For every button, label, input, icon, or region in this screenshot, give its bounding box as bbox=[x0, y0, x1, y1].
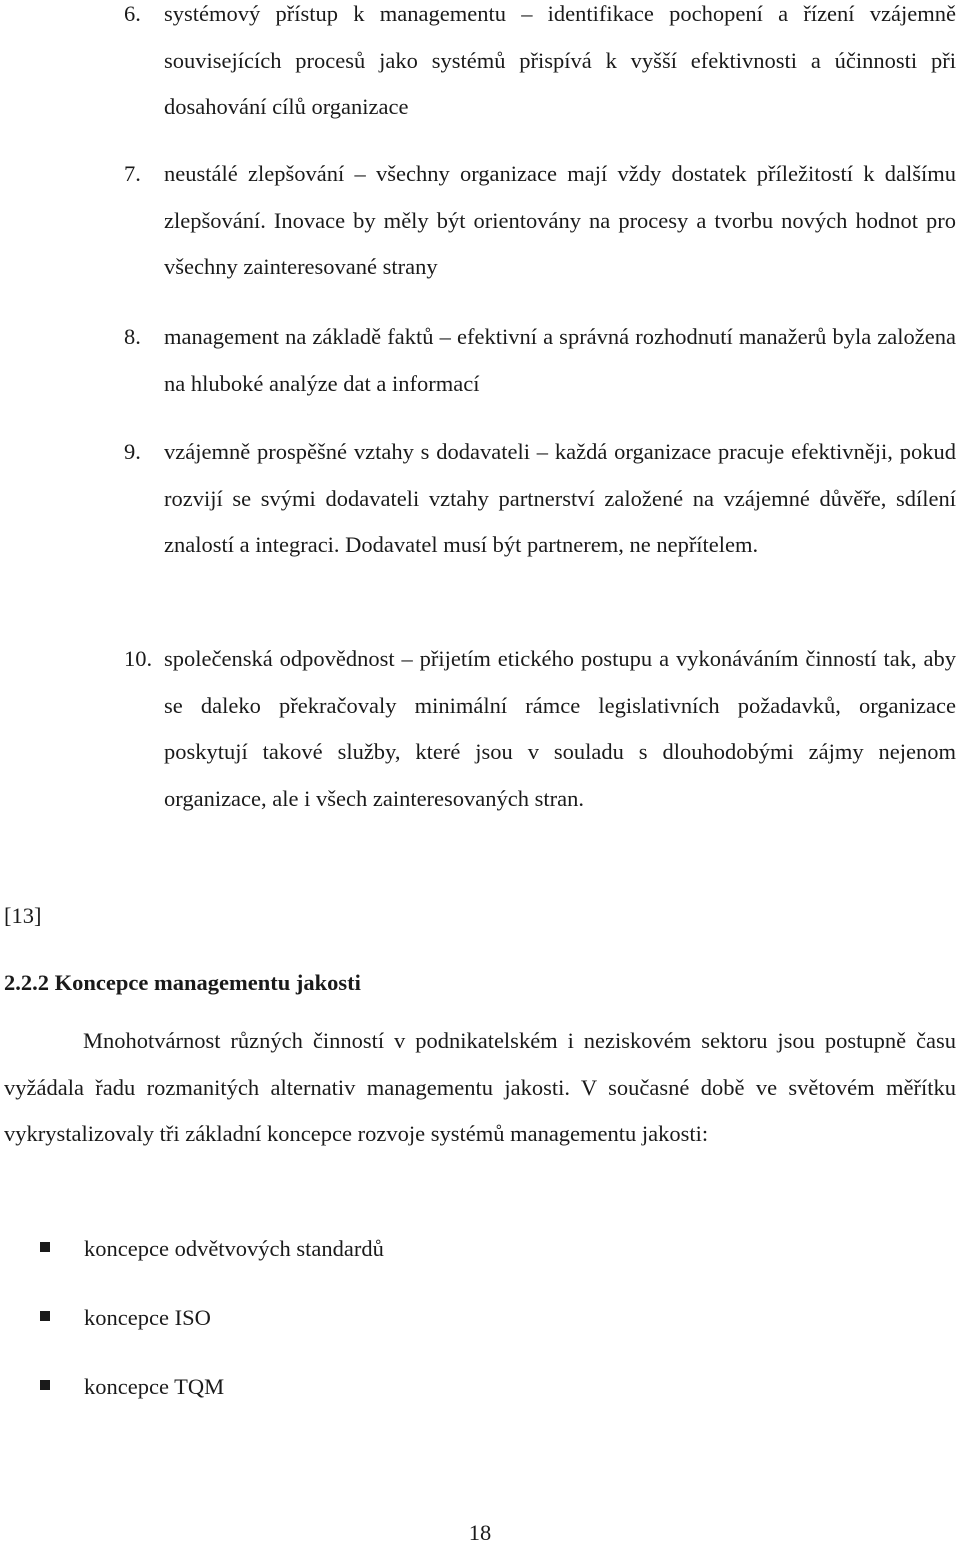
list-item bbox=[124, 0, 956, 131]
body-paragraph: Mnohotvárnost různých činností v podnikatelském i neziskovém sektoru jsou postupně času vyžádala řadu rozmanitých alternativ managementu jakosti. V současné době ve světovém měřítku vykrystalizovaly tři základní koncepce rozvoje systémů managementu jakosti: bbox=[4, 1028, 956, 1146]
list-item-number: 9. bbox=[124, 439, 141, 464]
section-heading: 2.2.2 Koncepce managementu jakosti bbox=[4, 970, 361, 995]
list-item bbox=[124, 314, 956, 407]
list-item bbox=[124, 636, 956, 822]
square-bullet-icon bbox=[40, 1380, 50, 1390]
square-bullet-icon bbox=[40, 1311, 50, 1321]
page-number: 18 bbox=[468, 1520, 492, 1545]
bullet-text: koncepce ISO bbox=[84, 1305, 211, 1330]
list-item-text: systémový přístup k managementu – identifikace pochopení a řízení vzájemně souvisejících procesů jako systémů přispívá k vyšší efektivnosti a účinnosti při dosahování cílů organizace bbox=[164, 1, 956, 119]
list-item bbox=[124, 151, 956, 291]
bullet-text: koncepce odvětvových standardů bbox=[84, 1236, 384, 1261]
bullet-text: koncepce TQM bbox=[84, 1374, 225, 1399]
list-item-text: management na základě faktů – efektivní a správná rozhodnutí manažerů byla založena na hluboké analýze dat a informací bbox=[164, 324, 956, 396]
square-bullet-icon bbox=[40, 1242, 50, 1252]
list-item-number: 10. bbox=[124, 646, 153, 671]
list-item-number: 7. bbox=[124, 161, 141, 186]
list-item-number: 6. bbox=[124, 1, 141, 26]
list-item bbox=[124, 429, 956, 569]
list-item-number: 8. bbox=[124, 324, 141, 349]
list-item-text: vzájemně prospěšné vztahy s dodavateli – každá organizace pracuje efektivněji, pokud rozvijí se svými dodavateli vztahy partnerství založené na vzájemné důvěře, sdílení znalostí a integraci. Dodavatel musí být partnerem, ne nepřítelem. bbox=[164, 439, 956, 557]
list-item-text: neustálé zlepšování – všechny organizace mají vždy dostatek příležitostí k dalšímu zlepšování. Inovace by měly být orientovány na procesy a tvorbu nových hodnot pro všechny zainteresované strany bbox=[164, 161, 956, 279]
citation-reference: [13] bbox=[4, 903, 42, 928]
list-item-text: společenská odpovědnost – přijetím etického postupu a vykonáváním činností tak, aby se daleko překračovaly minimální rámce legislativních požadavků, organizace poskytují takové služby, které jsou v souladu s dlouhodobými zájmy nejenom organizace, ale i všech zainteresovaných stran. bbox=[164, 646, 956, 811]
